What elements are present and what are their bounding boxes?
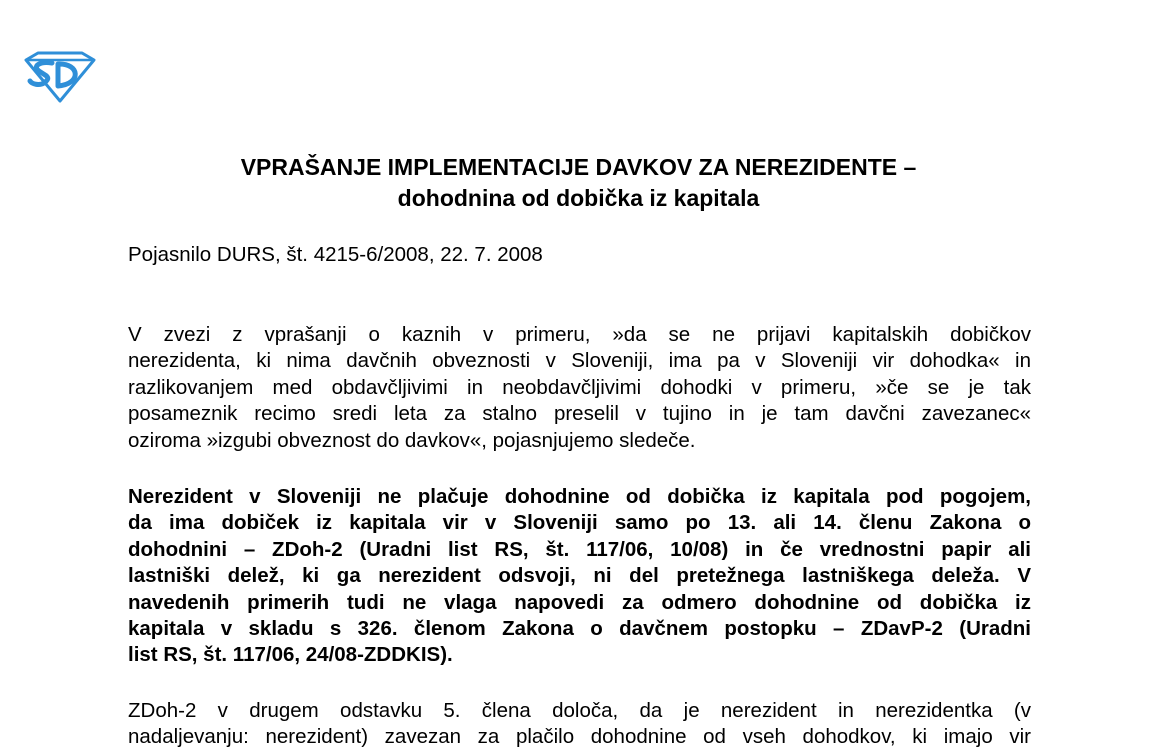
paragraph-line: da ima dobiček iz kapitala vir v Sloveniji samo po 13. ali 14. členu Zakona o <box>128 511 1031 535</box>
paragraph-line: kapitala v skladu s 326. členom Zakona o davčnem postopku – ZDavP-2 (Uradni <box>128 616 1031 640</box>
paragraph-line: nerezidenta, ki nima davčnih obveznosti v Sloveniji, ima pa v Sloveniji vir dohodka« in <box>128 349 1031 373</box>
paragraph-line: nadaljevanju: nerezident) zavezan za plačilo dohodnine od vseh dohodkov, ki imajo vir <box>128 725 1031 749</box>
paragraph-intro <box>128 322 1031 454</box>
paragraph-line: list RS, št. 117/06, 24/08-ZDDKIS). <box>128 643 453 667</box>
paragraph-line: dohodnini – ZDoh-2 (Uradni list RS, št. 117/06, 10/08) in če vrednostni papir ali <box>128 537 1031 561</box>
document-title <box>0 152 1157 214</box>
paragraph-line: navedenih primerih tudi ne vlaga napovedi za odmero dohodnine od dobička iz <box>128 590 1031 614</box>
source-reference: Pojasnilo DURS, št. 4215-6/2008, 22. 7. 2008 <box>128 243 543 266</box>
paragraph-line: razlikovanjem med obdavčljivimi in neobdavčljivimi dohodki v primeru, »če se je tak <box>128 375 1031 399</box>
paragraph-bold-answer <box>128 484 1031 669</box>
paragraph-line: V zvezi z vprašanji o kaznih v primeru, »da se ne prijavi kapitalskih dobičkov <box>128 323 1031 346</box>
paragraph-line: oziroma »izgubi obveznost do davkov«, pojasnjujemo sledeče. <box>128 428 696 452</box>
paragraph-line: ZDoh-2 v drugem odstavku 5. člena določa, da je nerezident in nerezidentka (v <box>128 699 1031 722</box>
title-main: VPRAŠANJE IMPLEMENTACIJE DAVKOV ZA NEREZIDENTE – <box>240 154 917 180</box>
paragraph-line: lastniški delež, ki ga nerezident odsvoji, ni del pretežnega lastniškega deleža. V <box>128 564 1031 588</box>
paragraph-line: Nerezident v Sloveniji ne plačuje dohodnine od dobička iz kapitala pod pogojem, <box>128 485 1031 508</box>
durs-logo <box>22 50 96 104</box>
paragraph-line: posameznik recimo sredi leta za stalno preselil v tujino in je tam davčni zavezanec« <box>128 402 1031 426</box>
title-subtitle: dohodnina od dobička iz kapitala <box>397 185 760 211</box>
durs-sd-logo-icon <box>22 50 96 104</box>
